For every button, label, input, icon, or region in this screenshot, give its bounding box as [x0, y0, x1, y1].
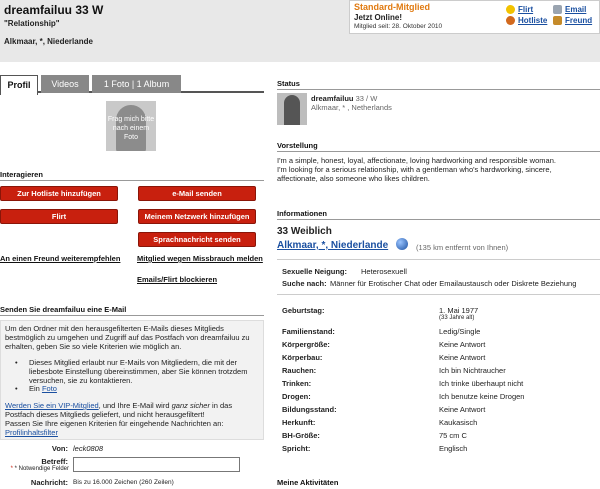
birthday-value: 1. Mai 1977 [439, 306, 479, 315]
info-location-link[interactable]: Alkmaar, *, Niederlande [277, 240, 389, 251]
info-row-label: Trinken: [282, 379, 312, 388]
info-row-label: Bildungsstand: [282, 405, 337, 414]
email-intro-text: Um den Ordner mit den herausgefilterten E-Mails dieses Mitglieds bestmöglich zu umgehen und Zugriff auf das Postfach von dreamfailuu zu erhalten, geben Sie so viele Kriterien wie möglich an. [5, 324, 250, 351]
add-hotlist-button[interactable]: Zur Hotliste hinzufügen [0, 186, 118, 201]
recommend-friend-link[interactable]: An einen Freund weiterempfehlen [0, 254, 121, 263]
avatar[interactable] [277, 93, 307, 125]
header-friend-link[interactable]: Freund [553, 16, 592, 25]
orientation-value: Heterosexuell [361, 267, 407, 276]
info-row-value: Keine Antwort [439, 353, 486, 362]
info-row-value: Ich trinke überhaupt nicht [439, 379, 524, 388]
profile-filter-link[interactable]: Profilinhaltsfilter [5, 428, 58, 437]
vip-text: Werden Sie ein VIP-Mitglied, und Ihre E-Mail wird ganz sicher in das Postfach dieses Mitglieds geliefert, und nicht herausgefiltert! [5, 401, 233, 419]
block-link[interactable]: Emails/Flirt blockieren [137, 275, 218, 284]
intro-line-1: I'm a simple, honest, loyal, affectionate, loving hardworking and responsible woman. [277, 156, 556, 165]
intro-line-3: affectionate, also someone who likes children. [277, 174, 430, 183]
subject-input[interactable] [73, 457, 240, 472]
info-row-value: Ich benutze keine Drogen [439, 392, 525, 401]
message-hint: Bis zu 16.000 Zeichen (260 Zeilen) [73, 479, 174, 486]
tab-profil[interactable]: Profil [0, 75, 38, 95]
info-row-value: Keine Antwort [439, 405, 486, 414]
member-type: Standard-Mitglied [354, 2, 430, 12]
profile-location: Alkmaar, *, Niederlande [4, 37, 93, 46]
envelope-icon [553, 5, 562, 14]
report-abuse-link[interactable]: Mitglied wegen Missbrauch melden [137, 254, 263, 263]
friend-icon [553, 16, 562, 25]
info-row-label: Rauchen: [282, 366, 317, 375]
profile-header [0, 0, 600, 62]
info-row-label: Körperbau: [282, 353, 323, 362]
required-note: * * Notwendige Felder [10, 466, 69, 472]
status-heading: Status [277, 79, 300, 88]
tab-videos[interactable]: Videos [41, 75, 89, 93]
voice-message-button[interactable]: Sprachnachricht senden [138, 232, 256, 247]
silhouette-icon [284, 95, 300, 125]
activities-heading: Meine Aktivitäten [277, 478, 339, 487]
photo-placeholder-text: Frag mich bitte nach einem Foto [107, 116, 155, 141]
bullet-icon: • [15, 384, 18, 393]
info-heading: Informationen [277, 209, 327, 218]
vip-link[interactable]: Werden Sie ein VIP-Mitglied [5, 401, 99, 410]
info-row-value: 75 cm C [439, 431, 467, 440]
info-row-value: Kaukasisch [439, 418, 478, 427]
divider [277, 89, 600, 90]
email-bullet-1: Dieses Mitglied erlaubt nur E-Mails von Mitgliedern, die mit der liebesbote Einstellung übereinstimmen, aber Sie können trotzdem versuchen, sie zu kontaktieren. [29, 358, 248, 385]
divider [0, 180, 264, 181]
status-location: Alkmaar, * , Netherlands [311, 103, 392, 112]
status-user: dreamfailuu 33 / W [311, 94, 378, 103]
email-criteria-box [0, 320, 264, 440]
tab-photos[interactable]: 1 Foto | 1 Album [92, 75, 181, 93]
profile-name: dreamfailuu 33 W [4, 3, 104, 17]
orientation-label: Sexuelle Neigung: [282, 267, 348, 276]
add-network-button[interactable]: Meinem Netzwerk hinzufügen [138, 209, 256, 224]
divider [0, 315, 264, 316]
info-row-label: Körpergröße: [282, 340, 330, 349]
info-row-label: Drogen: [282, 392, 311, 401]
info-row-label: Herkunft: [282, 418, 316, 427]
header-email-link[interactable]: Email [553, 5, 586, 14]
info-row-value: Ich bin Nichtraucher [439, 366, 506, 375]
header-hotlist-link[interactable]: Hotliste [506, 16, 547, 25]
info-row-value: Keine Antwort [439, 340, 486, 349]
divider [277, 294, 600, 295]
info-row-label: Spricht: [282, 444, 311, 453]
birthday-note: (33 Jahre alt) [439, 315, 475, 321]
info-row-value: Ledig/Single [439, 327, 481, 336]
info-age-gender: 33 Weiblich [277, 226, 332, 237]
interact-heading: Interagieren [0, 170, 43, 179]
from-label: Von: [51, 444, 68, 453]
email-heading: Senden Sie dreamfailuu eine E-Mail [0, 305, 127, 314]
send-email-button[interactable]: e-Mail senden [138, 186, 256, 201]
divider [277, 259, 600, 260]
divider [277, 151, 600, 152]
from-value: leck0808 [73, 444, 104, 453]
info-row-value: Englisch [439, 444, 468, 453]
flirt-button[interactable]: Flirt [0, 209, 118, 224]
profile-photo-placeholder[interactable] [106, 101, 156, 151]
profile-relationship: "Relationship" [4, 19, 60, 28]
email-bullet-2: Ein Foto [29, 384, 57, 393]
info-row-label: BH-Größe: [282, 431, 320, 440]
hotlist-icon [506, 16, 515, 25]
header-flirt-link[interactable]: Flirt [506, 5, 533, 14]
photo-link[interactable]: Foto [41, 384, 57, 393]
birthday-label: Geburtstag: [282, 306, 325, 315]
status-username: dreamfailuu [311, 94, 354, 103]
info-row-label: Familienstand: [282, 327, 335, 336]
divider [277, 219, 600, 220]
subject-label: Betreff: [41, 457, 68, 466]
looking-value: Männer für Erotischer Chat oder Emailaustausch oder Diskrete Beziehung [330, 279, 577, 288]
bullet-icon: • [15, 358, 18, 367]
profile-tabs [0, 75, 264, 93]
intro-heading: Vorstellung [277, 141, 318, 150]
smiley-icon [506, 5, 515, 14]
online-status: Jetzt Online! [354, 13, 403, 22]
looking-label: Suche nach: [282, 279, 327, 288]
filter-text: Passen Sie Ihre eigenen Kriterien für eingehende Nachrichten an: [5, 419, 224, 428]
message-label: Nachricht: [30, 478, 68, 487]
intro-line-2: I'm looking for a serious relationship, with a gentleman who's hardworking, sincere, [277, 165, 552, 174]
info-distance: (135 km entfernt von Ihnen) [416, 243, 509, 252]
globe-icon[interactable] [396, 238, 408, 250]
member-since: Mitglied seit: 28. Oktober 2010 [354, 23, 443, 30]
